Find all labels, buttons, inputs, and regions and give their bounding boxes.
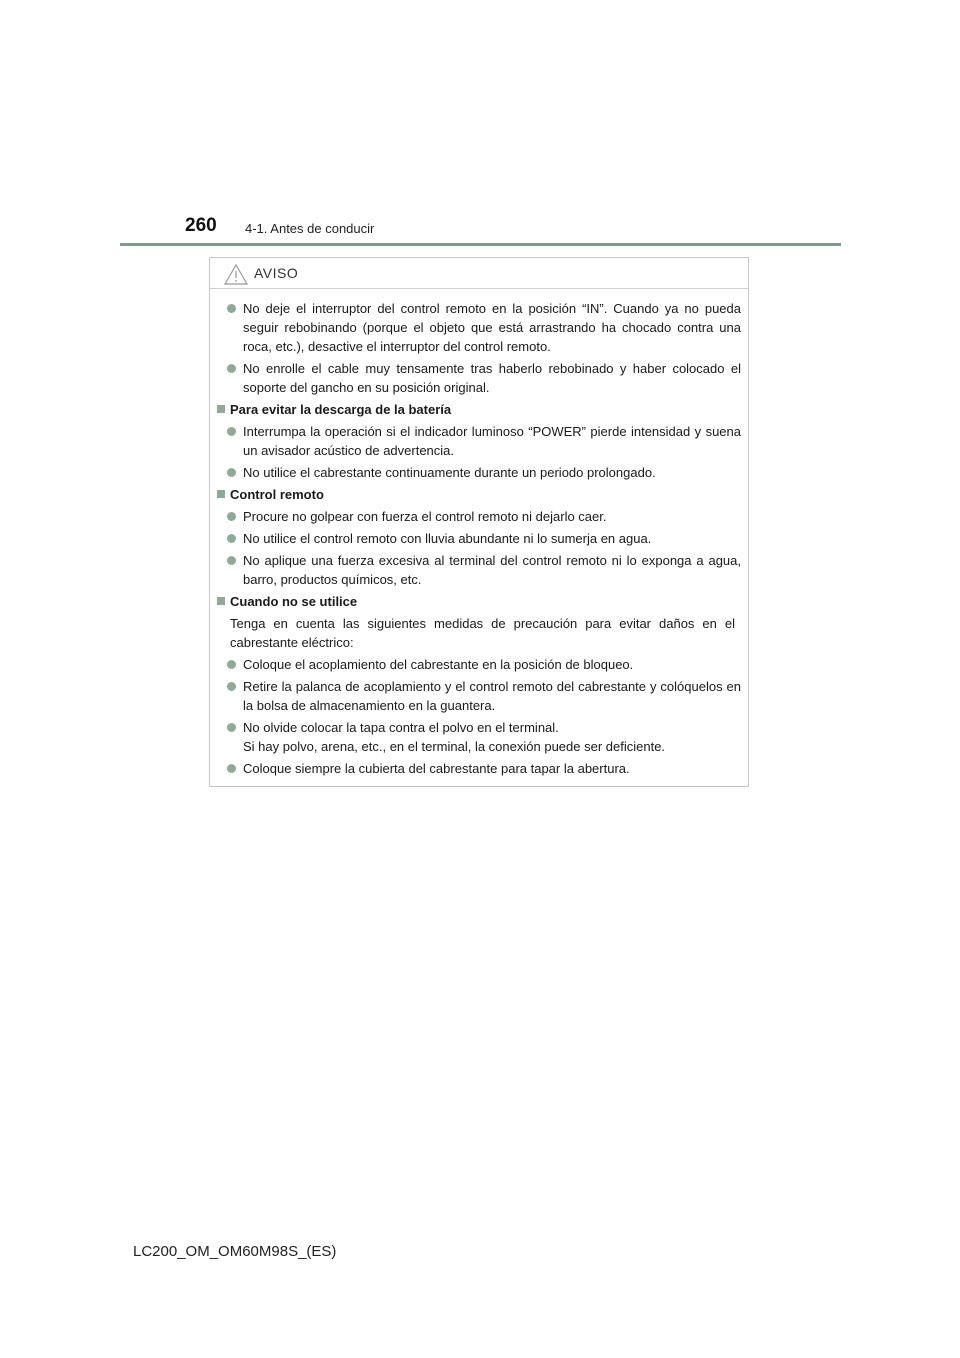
bullet-dot-icon bbox=[227, 682, 236, 691]
block-text: No enrolle el cable muy tensamente tras haberlo rebobinado y haber colocado el soporte del gancho en su posición original. bbox=[243, 361, 741, 395]
bullet-dot-icon bbox=[227, 468, 236, 477]
bullet-dot-icon bbox=[227, 764, 236, 773]
bullet-dot-icon bbox=[227, 556, 236, 565]
block-text: Procure no golpear con fuerza el control remoto ni dejarlo caer. bbox=[243, 509, 607, 524]
warning-title: AVISO bbox=[254, 265, 299, 281]
block-text: Si hay polvo, arena, etc., en el terminal, la conexión puede ser deficiente. bbox=[243, 739, 666, 754]
bullet-item bbox=[217, 718, 741, 756]
block-text: No utilice el control remoto con lluvia abundante ni lo sumerja en agua. bbox=[243, 531, 652, 546]
bullet-item bbox=[217, 463, 741, 482]
header-rule bbox=[120, 243, 841, 246]
block-text: Tenga en cuenta las siguientes medidas de precaución para evitar daños en el cabrestante eléctrico: bbox=[230, 616, 735, 650]
bullet-item bbox=[217, 529, 741, 548]
bullet-dot-icon bbox=[227, 512, 236, 521]
bullet-item bbox=[217, 359, 741, 397]
warning-body bbox=[210, 289, 748, 778]
page-number: 260 bbox=[185, 215, 217, 236]
bullet-item bbox=[217, 677, 741, 715]
bullet-item bbox=[217, 759, 741, 778]
subsection-heading bbox=[217, 400, 741, 419]
block-text: Para evitar la descarga de la batería bbox=[230, 402, 452, 417]
bullet-dot-icon bbox=[227, 364, 236, 373]
bullet-item bbox=[217, 422, 741, 460]
bullet-item bbox=[217, 551, 741, 589]
bullet-item bbox=[217, 507, 741, 526]
heading-square-icon bbox=[217, 405, 225, 413]
block-text: Interrumpa la operación si el indicador luminoso “POWER” pierde intensidad y suena un avisador acústico de advertencia. bbox=[243, 424, 741, 458]
section-title: 4-1. Antes de conducir bbox=[245, 221, 375, 236]
heading-square-icon bbox=[217, 597, 225, 605]
block-text: No olvide colocar la tapa contra el polvo en el terminal. bbox=[243, 720, 559, 735]
block-text: Retire la palanca de acoplamiento y el control remoto del cabrestante y colóquelos en la bolsa de almacenamiento en la guantera. bbox=[243, 679, 741, 713]
document-code: LC200_OM_OM60M98S_(ES) bbox=[133, 1243, 337, 1260]
bullet-dot-icon bbox=[227, 534, 236, 543]
warning-triangle-icon bbox=[224, 264, 248, 285]
bullet-item bbox=[217, 655, 741, 674]
bullet-item bbox=[217, 299, 741, 356]
block-text: Coloque el acoplamiento del cabrestante en la posición de bloqueo. bbox=[243, 657, 634, 672]
warning-box bbox=[209, 257, 749, 787]
block-text: Cuando no se utilice bbox=[230, 594, 358, 609]
warning-header bbox=[210, 258, 748, 289]
block-text: No deje el interruptor del control remoto en la posición “IN”. Cuando ya no pueda seguir rebobinando (porque el objeto que está arrastrando ha chocado contra una roca, etc.), desactive el interruptor del control remoto. bbox=[243, 301, 741, 354]
intro-paragraph bbox=[217, 614, 741, 652]
subsection-heading bbox=[217, 485, 741, 504]
bullet-dot-icon bbox=[227, 427, 236, 436]
bullet-dot-icon bbox=[227, 723, 236, 732]
block-text: No aplique una fuerza excesiva al terminal del control remoto ni lo exponga a agua, barro, productos químicos, etc. bbox=[243, 553, 741, 587]
bullet-dot-icon bbox=[227, 660, 236, 669]
subsection-heading bbox=[217, 592, 741, 611]
block-text: Control remoto bbox=[230, 487, 324, 502]
bullet-dot-icon bbox=[227, 304, 236, 313]
heading-square-icon bbox=[217, 490, 225, 498]
block-text: Coloque siempre la cubierta del cabrestante para tapar la abertura. bbox=[243, 761, 630, 776]
block-text: No utilice el cabrestante continuamente durante un periodo prolongado. bbox=[243, 465, 656, 480]
